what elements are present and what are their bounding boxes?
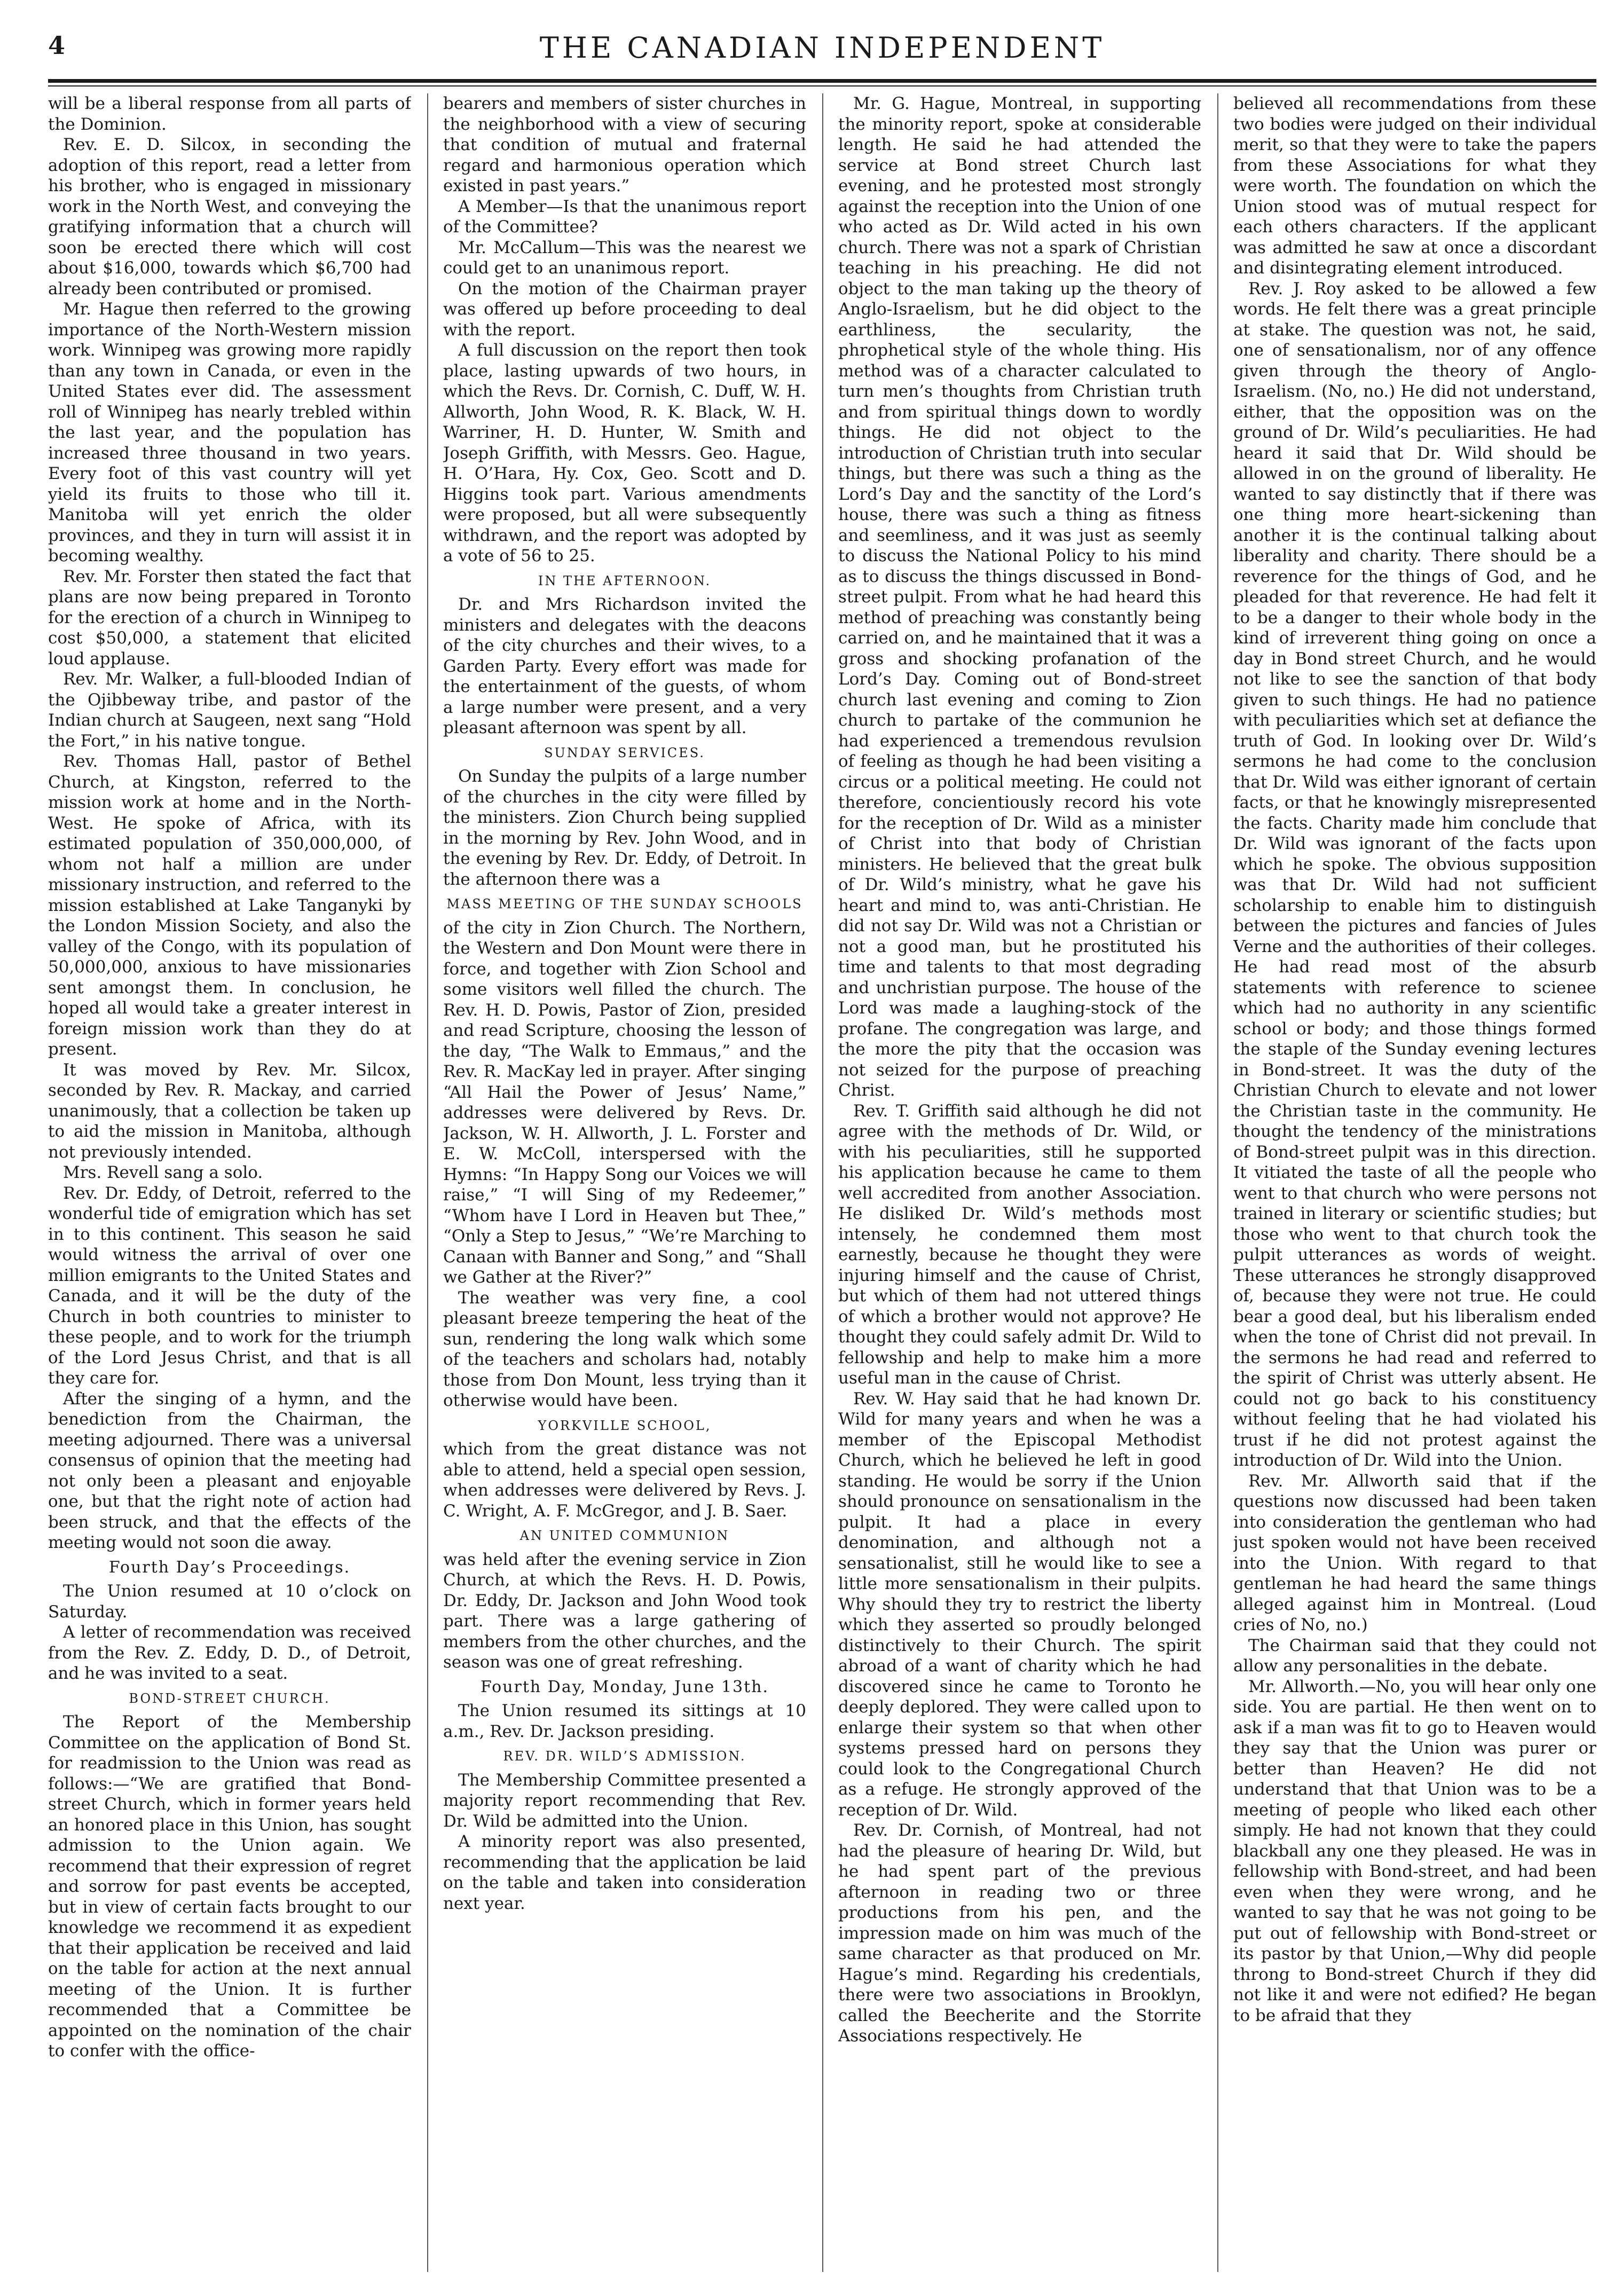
paragraph: Rev. Mr. Allworth said that if the questions now discussed had been taken into consideration the gentleman who had just spoken would not have been received into the Union. With regard to that gentleman he had heard the same things alleged against him in Montreal. (Loud cries of No, no.) (1233, 1471, 1596, 1634)
paragraph: A Member—Is that the unanimous report of the Committee? (443, 196, 806, 237)
paragraph: Mr. Allworth.—No, you will hear only one side. You are partial. He then went on to ask if a man was fit to go to Heaven would they say that the Union was purer or better than Heaven? He did not understand that that Union was to be a meeting of people who liked each other simply. He had not known that they could blackball any one they pleased. He was in fellowship with Bond-street, and had been even when they were wrong, and he wanted to say that he was not going to be put out of fellowship with Bond-street or its pastor by that Union,—Why did people throng to Bond-street Church if they did not like it and were not edified? He began to be afraid that they (1233, 1677, 1596, 2025)
paragraph: The Union resumed its sittings at 10 a.m., Rev. Dr. Jackson presiding. (443, 1701, 806, 1741)
paragraph: Mr. McCallum—This was the nearest we could get to an unanimous report. (443, 238, 806, 278)
paragraph: It was moved by Rev. Mr. Silcox, seconded by Rev. R. Mackay, and carried unanimously, that a collection be taken up to aid the mission in Manitoba, although not previously intended. (48, 1060, 411, 1162)
section-heading: SUNDAY SERVICES. (544, 745, 705, 760)
paragraph: On the motion of the Chairman prayer was offered up before proceeding to deal with the report. (443, 279, 806, 340)
masthead-rule-thin (48, 85, 1596, 87)
column-3 (838, 93, 1201, 2272)
paragraph: The Report of the Membership Committee on the application of Bond St. for readmission to the Union was read as follows:—“We are gratified that Bond-street Church, which in former years held an honored place in this Union, has sought admission to the Union again. We recommend that their expression of regret and sorrow for past events be accepted, but in view of certain facts brought to our knowledge we recommend it as expedient that their application be received and laid on the table for action at the next annual meeting of the Union. It is further recommended that a Committee be appointed on the nomination of the chair to confer with the office- (48, 1712, 411, 2061)
section-heading: REV. DR. WILD’S ADMISSION. (503, 1749, 746, 1764)
article-columns (48, 93, 1596, 2272)
paragraph: Rev. E. D. Silcox, in seconding the adoption of this report, read a letter from his brother, who is engaged in missionary work in the North West, and conveying the gratifying information that a church will soon be erected there which will cost about $16,000, towards which $6,700 had already been contributed or promised. (48, 135, 411, 298)
section-heading: AN UNITED COMMUNION (519, 1528, 730, 1543)
column-separator (427, 93, 428, 2272)
paragraph: After the singing of a hymn, and the benediction from the Chairman, the meeting adjourned. There was a universal consensus of opinion that the meeting had not only been a pleasant and enjoyable one, but that the right note of action had been struck, and that the effects of the meeting would not soon die away. (48, 1389, 411, 1552)
column-4 (1233, 93, 1596, 2272)
paragraph: Rev. J. Roy asked to be allowed a few words. He felt there was a great principle at stake. The question was not, he said, one of sensationalism, nor of any offence given through the theory of Anglo-Israelism. (No, no.) He did not understand, either, that the opposition was on the ground of Dr. Wild’s peculiarities. He had heard it said that Dr. Wild should be allowed in on the ground of liberality. He wanted to say distinctly that if there was one thing more heart-sickening than another it is the continual talking about liberality and charity. There should be a reverence for the things of God, and he pleaded for that reverence. He had felt it to be a danger to their whole body in the kind of irreverent thing going on once a day in Bond street Church, and he would not like to see the sanction of that body given to such things. He had no patience with peculiarities which set at defiance the truth of God. In looking over Dr. Wild’s sermons he had come to the conclusion that Dr. Wild was either ignorant of certain facts, or that he knowingly misrepresented the facts. Charity made him conclude that Dr. Wild was ignorant of the facts upon which he spoke. The obvious supposition was that Dr. Wild had not sufficient scholarship to enable him to distinguish between the pictures and fancies of Jules Verne and the authorities of their colleges. He had read most of the absurb statements with reference to scienee which had no authority in any scientific school or body; and those things formed the staple of the Sunday evening lectures in Bond-street. It was the duty of the Christian Church to elevate and not lower the Christian taste in the community. He thought the tendency of the ministrations of Bond-street pulpit was in this direction. It vitiated the taste of all the people who went to that church who were persons not trained in literary or scientific studies; but those who went to that church took the pulpit utterances as words of weight. These utterances he strongly disapproved of, because they were not true. He could bear a good deal, but his liberalism ended when the tone of Christ did not prevail. In the sermons he had read and referred to the spirit of Christ was utterly absent. He could not go back to his constituency without feeling that he had violated his trust if he did not protest against the introduction of Dr. Wild into the Union. (1233, 279, 1596, 1470)
paragraph: bearers and members of sister churches in the neighborhood with a view of securing that condition of mutual and fraternal regard and harmonious operation which existed in past years.” (443, 94, 806, 195)
paragraph: A letter of recommendation was received from the Rev. Z. Eddy, D. D., of Detroit, and he was invited to a seat. (48, 1623, 411, 1683)
section-heading: BOND-STREET CHURCH. (129, 1690, 330, 1706)
section-heading: YORKVILLE SCHOOL, (538, 1418, 712, 1433)
section-heading: IN THE AFTERNOON. (538, 573, 712, 588)
paragraph: Rev. Dr. Cornish, of Montreal, had not had the pleasure of hearing Dr. Wild, but he had spent part of the previous afternoon in reading two or three productions from his pen, and the impression made on him was much of the same character as that produced on Mr. Hague’s mind. Regarding his credentials, there were two associations in Brooklyn, called the Beecherite and the Storrite Associations respectively. He (838, 1821, 1201, 2046)
paragraph: Dr. and Mrs Richardson invited the ministers and delegates with the deacons of the city churches and their wives, to a Garden Party. Every effort was made for the entertainment of the guests, of whom a large number were present, and a very pleasant afternoon was spent by all. (443, 595, 806, 737)
masthead (48, 31, 1596, 74)
paragraph: Rev. Thomas Hall, pastor of Bethel Church, at Kingston, referred to the mission work at home and in the North-West. He spoke of Africa, with its estimated population of 350,000,000, of whom not half a million are under missionary instruction, and referred to the mission established at Lake Tanganyki by the London Mission Society, and also the valley of the Congo, with its population of 50,000,000, anxious to have missionaries sent amongst them. In conclusion, he hoped all would take a greater interest in foreign mission work than they do at present. (48, 752, 411, 1059)
paragraph: Rev. Mr. Walker, a full-blooded Indian of the Ojibbeway tribe, and pastor of the Indian church at Saugeen, next sang “Hold the Fort,” in his native tongue. (48, 670, 411, 751)
paragraph: Rev. T. Griffith said although he did not agree with the methods of Dr. Wild, or with his peculiarities, still he supported his application because he came to them well accredited from another Association. He disliked Dr. Wild’s methods most intensely, he condemned them most earnestly, because he thought they were injuring himself and the cause of Christ, but which of them had not uttered things of which a brother would not approve? He thought they could safely admit Dr. Wild to fellowship and help to make him a more useful man in the cause of Christ. (838, 1101, 1201, 1388)
paragraph: Rev. Mr. Forster then stated the fact that plans are now being prepared in Toronto for the erection of a church in Winnipeg to cost $50,000, a statement that elicited loud applause. (48, 567, 411, 669)
paragraph: of the city in Zion Church. The Northern, the Western and Don Mount were there in force, and together with Zion School and some visitors well filled the church. The Rev. H. D. Powis, Pastor of Zion, presided and read Scripture, choosing the lesson of the day, “The Walk to Emmaus,” and the Rev. R. MacKay led in prayer. After singing “All Hail the Power of Jesus’ Name,” addresses were delivered by Revs. Dr. Jackson, W. H. Allworth, J. L. Forster and E. W. McColl, interspersed with the Hymns: “In Happy Song our Voices we will raise,” “I will Sing of my Redeemer,” “Whom have I Lord in Heaven but Thee,” “Only a Step to Jesus,” “We’re Marching to Canaan with Banner and Song,” and “Shall we Gather at the River?” (443, 918, 806, 1287)
page-number: 4 (48, 31, 66, 60)
paragraph: The Membership Committee presented a majority report recommending that Rev. Dr. Wild be admitted into the Union. (443, 1770, 806, 1831)
column-1 (48, 93, 411, 2272)
masthead-rule-thick (48, 79, 1596, 83)
section-heading: MASS MEETING OF THE SUNDAY SCHOOLS (446, 897, 803, 911)
paragraph: The Chairman said that they could not allow any personalities in the debate. (1233, 1635, 1596, 1676)
paragraph: was held after the evening service in Zion Church, at which the Revs. H. D. Powis, Dr. Eddy, Dr. Jackson and John Wood took part. There was a large gathering of members from the other churches, and the season was one of great refreshing. (443, 1550, 806, 1672)
paragraph: Mr. G. Hague, Montreal, in supporting the minority report, spoke at considerable length. He said he had attended the service at Bond street Church last evening, and he protested most strongly against the reception into the Union of one who acted as Dr. Wild acted in his own church. There was not a spark of Christian teaching in his preaching. He did not object to the man taking up the theory of Anglo-Israelism, but he did object to the earthliness, the secularity, the phrophetical style of the whole thing. His method was of a character calculated to turn men’s thoughts from Christian truth and from spiritual things down to wordly things. He did not object to the introduction of Christian truth into secular things, but there was such a thing as the Lord’s Day and the sanctity of the Lord’s house, there was such a thing as fitness and seemliness, and it was just as seemly to discuss the National Policy to his mind as to discuss the things discussed in Bond-street pulpit. From what he had heard this method of preaching was constantly being carried on, and he maintained that it was a gross and shocking profanation of the Lord’s Day. Coming out of Bond-street church last evening and coming to Zion church to partake of the communion he had experienced a tremendous revulsion of feeling as though he had been visiting a circus or a political meeting. He could not therefore, concientiously record his vote for the reception of Dr. Wild as a minister of Christ into that body of Christian ministers. He believed that the great bulk of Dr. Wild’s ministry, what he gave his heart and mind to, was anti-Christian. He did not say Dr. Wild was not a Christian or not a good man, but he prostituted his time and talents to that most degrading and unchristian purpose. The house of the Lord was made a laughing-stock of the profane. The congregation was large, and the more the pity that the occasion was not seized for the purpose of preaching Christ. (838, 94, 1201, 1100)
paragraph: The Union resumed at 10 o’clock on Saturday. (48, 1582, 411, 1622)
column-separator (1217, 93, 1218, 2272)
paragraph: will be a liberal response from all parts of the Dominion. (48, 94, 411, 134)
section-heading: Fourth Day’s Proceedings. (108, 1558, 351, 1577)
column-separator (822, 93, 823, 2272)
newspaper-title: THE CANADIAN INDEPENDENT (539, 31, 1105, 65)
paragraph: Rev. W. Hay said that he had known Dr. Wild for many years and when he was a member of the Episcopal Methodist Church, which he believed he left in good standing. He would be sorry if the Union should pronounce on sensationalism in the pulpit. It had a place in every denomination, and although not a sensationalist, still he would like to see a little more sensationalism in their pulpits. Why should they try to restrict the liberty which they asserted so proudly belonged distinctively to their Church. The spirit abroad of a want of charity which he had discovered since he came to Toronto he deeply deplored. They were called upon to enlarge their system so that when other systems pressed hard on persons they could look to the Congregational Church as a refuge. He strongly approved of the reception of Dr. Wild. (838, 1389, 1201, 1820)
paragraph: Mrs. Revell sang a solo. (63, 1163, 263, 1182)
section-heading: Fourth Day, Monday, June 13th. (480, 1677, 769, 1696)
paragraph: A minority report was also presented, recommending that the application be laid on the table and taken into consideration next year. (443, 1832, 806, 1913)
paragraph: Rev. Dr. Eddy, of Detroit, referred to the wonderful tide of emigration which has set in to this continent. This season he said would witness the arrival of over one million emigrants to the United States and Canada, and it will be the duty of the Church in both countries to minister to these people, and to work for the triumph of the Lord Jesus Christ, and that is all they care for. (48, 1183, 411, 1388)
paragraph: Mr. Hague then referred to the growing importance of the North-Western mission work. Winnipeg was growing more rapidly than any town in Canada, or even in the United States ever did. The assessment roll of Winnipeg has nearly trebled within the last year, and the population has increased three thousand in two years. Every foot of this vast country will yet yield its fruits to those who till it. Manitoba will yet enrich the older provinces, and they in turn will assist it in becoming wealthy. (48, 300, 411, 565)
paragraph: On Sunday the pulpits of a large number of the churches in the city were filled by the ministers. Zion Church being supplied in the morning by Rev. John Wood, and in the evening by Rev. Dr. Eddy, of Detroit. In the afternoon there was a (443, 767, 806, 889)
paragraph: The weather was very fine, a cool pleasant breeze tempering the heat of the sun, rendering the long walk which some of the teachers and scholars had, notably those from Don Mount, less trying than it otherwise would have been. (443, 1288, 806, 1410)
paragraph: which from the great distance was not able to attend, held a special open session, when addresses were delivered by Revs. J. C. Wright, A. F. McGregor, and J. B. Saer. (443, 1440, 806, 1521)
paragraph: A full discussion on the report then took place, lasting upwards of two hours, in which the Revs. Dr. Cornish, C. Duff, W. H. Allworth, John Wood, R. K. Black, W. H. Warriner, H. D. Hunter, W. Smith and Joseph Griffith, with Messrs. Geo. Hague, H. O’Hara, Hy. Cox, Geo. Scott and D. Higgins took part. Various amendments were proposed, but all were subsequently withdrawn, and the report was adopted by a vote of 56 to 25. (443, 341, 806, 565)
paragraph: believed all recommendations from these two bodies were judged on their individual merit, so that they were to take the papers from these Associations for what they were worth. The foundation on which the Union stood was of mutual respect for each others characters. If the applicant was admitted he saw at once a discordant and disintegrating element introduced. (1233, 94, 1596, 278)
column-2 (443, 93, 806, 2272)
